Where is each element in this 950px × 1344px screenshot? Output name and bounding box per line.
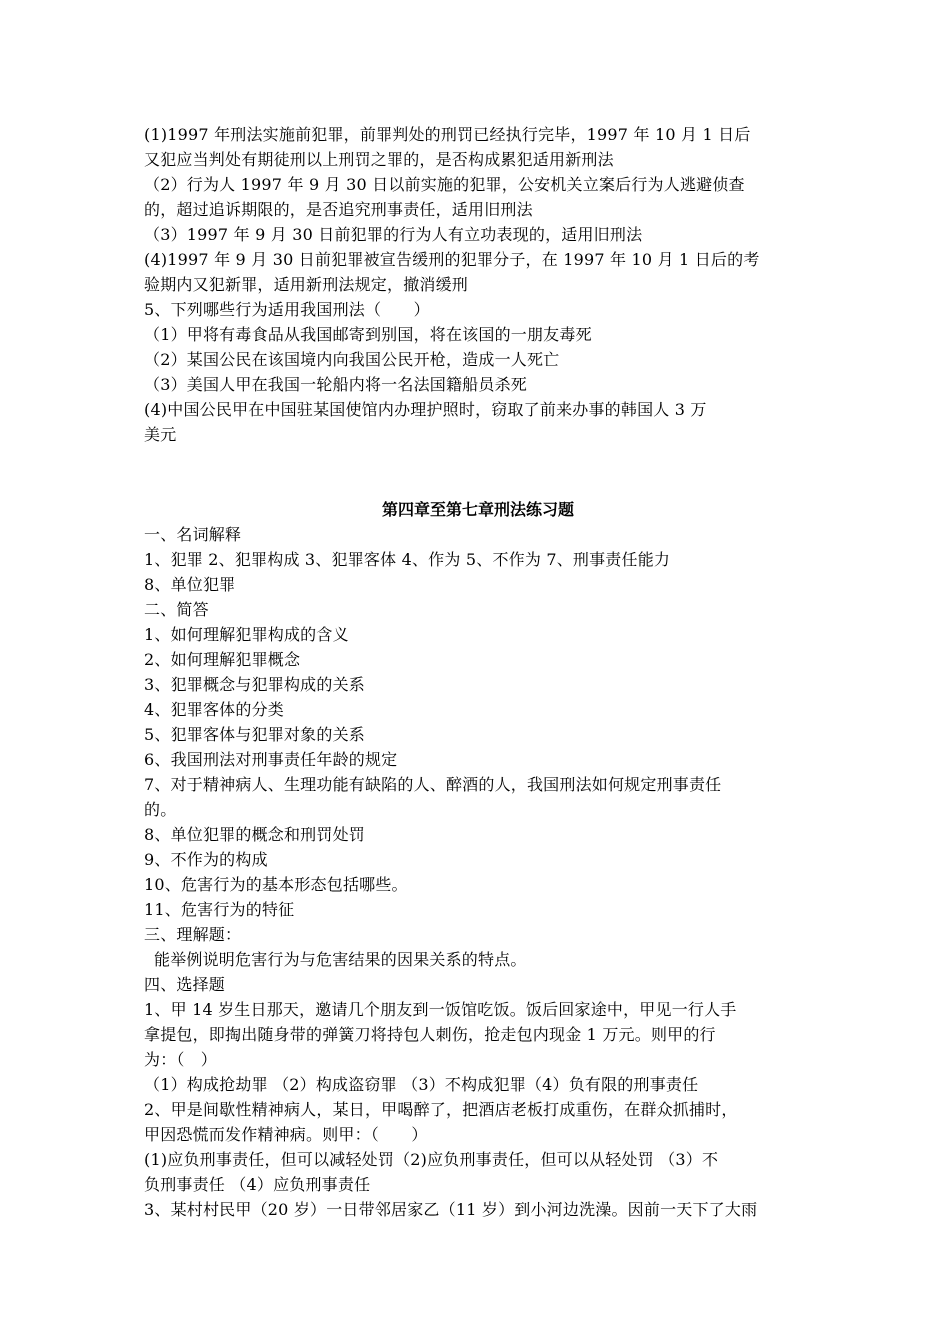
text-line: 1、如何理解犯罪构成的含义 [144,625,349,644]
chapter-section [144,497,812,1222]
section-heading: 三、理解题： [144,925,242,944]
text-line: 3、某村村民甲（20 岁）一日带邻居家乙（11 岁）到小河边洗澡。因前一天下了大雨 [144,1200,758,1219]
text-line: （2）行为人 1997 年 9 月 30 日以前实施的犯罪，公安机关立案后行为人逃避侦查 [144,175,745,194]
chapter-title: 第四章至第七章刑法练习题 [381,500,574,519]
text-line: 4、犯罪客体的分类 [144,700,284,719]
text-line: 验期内又犯新罪，适用新刑法规定，撤消缓刑 [144,275,469,294]
text-line: （1）构成抢劫罪 （2）构成盗窃罪 （3）不构成犯罪（4）负有限的刑事责任 [144,1075,699,1094]
text-line: （1）甲将有毒食品从我国邮寄到别国，将在该国的一朋友毒死 [144,325,592,344]
text-line: 美元 [144,425,177,444]
top-section [144,122,812,447]
text-line: 的，超过追诉期限的，是否追究刑事责任，适用旧刑法 [144,200,533,219]
text-line: 5、犯罪客体与犯罪对象的关系 [144,725,365,744]
text-line: (1)应负刑事责任，但可以减轻处罚（2)应负刑事责任，但可以从轻处罚 （3）不 [144,1150,719,1169]
text-line: 2、甲是间歇性精神病人，某日，甲喝醉了，把酒店老板打成重伤，在群众抓捕时， [144,1100,738,1119]
text-line: 11、危害行为的特征 [144,900,295,919]
document-page [144,122,812,1222]
section-heading: 四、选择题 [144,975,226,994]
section-spacer [144,447,812,497]
text-line: 10、危害行为的基本形态包括哪些。 [144,875,408,894]
question-5: 5、下列哪些行为适用我国刑法（ ） [144,300,430,319]
text-line: 9、不作为的构成 [144,850,268,869]
text-line: 2、如何理解犯罪概念 [144,650,301,669]
text-line: 甲因恐慌而发作精神病。则甲：（ ） [144,1125,428,1144]
text-line: 为：（ ） [144,1050,218,1069]
section-heading: 二、简答 [144,600,209,619]
text-line: 7、对于精神病人、生理功能有缺陷的人、醉酒的人，我国刑法如何规定刑事责任 [144,775,722,794]
text-line: (4)中国公民甲在中国驻某国使馆内办理护照时，窃取了前来办事的韩国人 3 万 [144,400,707,419]
text-line: 3、犯罪概念与犯罪构成的关系 [144,675,365,694]
text-line: 8、单位犯罪的概念和刑罚处罚 [144,825,365,844]
text-line: 负刑事责任 （4）应负刑事责任 [144,1175,371,1194]
text-line: 又犯应当判处有期徒刑以上刑罚之罪的，是否构成累犯适用新刑法 [144,150,614,169]
text-line: 能举例说明危害行为与危害结果的因果关系的特点。 [154,950,527,969]
text-line: (1)1997 年刑法实施前犯罪，前罪判处的刑罚已经执行完毕，1997 年 10 月 1 日后 [144,125,751,144]
text-line: (4)1997 年 9 月 30 日前犯罪被宣告缓刑的犯罪分子，在 1997 年 10 月 1 日后的考 [144,250,760,269]
text-line: 1、犯罪 2、犯罪构成 3、犯罪客体 4、作为 5、不作为 7、刑事责任能力 [144,550,671,569]
text-line: （2）某国公民在该国境内向我国公民开枪，造成一人死亡 [144,350,560,369]
section-heading: 一、名词解释 [144,525,242,544]
text-line: 8、单位犯罪 [144,575,236,594]
text-line: 1、甲 14 岁生日那天，邀请几个朋友到一饭馆吃饭。饭后回家途中，甲见一行人手 [144,1000,737,1019]
text-line: （3）美国人甲在我国一轮船内将一名法国籍船员杀死 [144,375,527,394]
text-line: 的。 [144,800,177,819]
text-line: 拿提包，即掏出随身带的弹簧刀将持包人刺伤，抢走包内现金 1 万元。则甲的行 [144,1025,716,1044]
text-line: 6、我国刑法对刑事责任年龄的规定 [144,750,398,769]
text-line: （3）1997 年 9 月 30 日前犯罪的行为人有立功表现的，适用旧刑法 [144,225,643,244]
